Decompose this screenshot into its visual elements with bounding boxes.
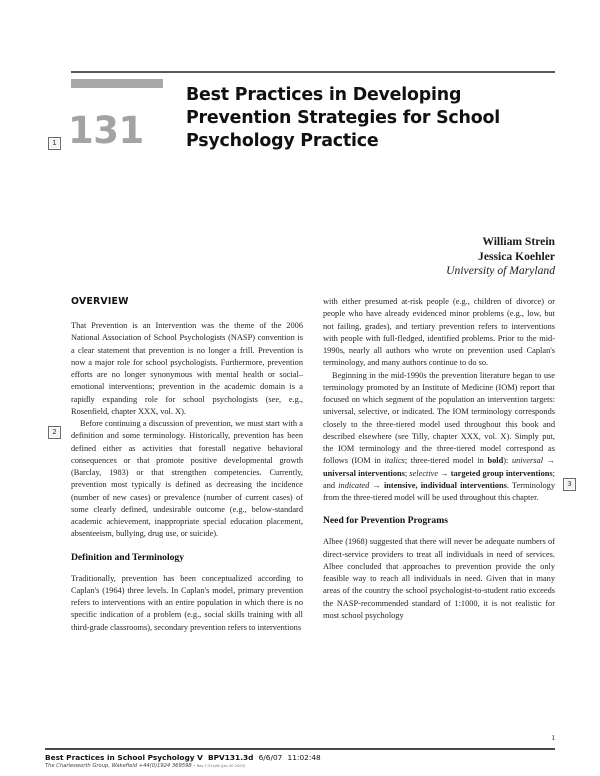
paragraph: That Prevention is an Intervention was the theme of the 2006 National Association of School Psychologists (NASP) convention is a clear statement that prevention is no longer a frill. Prevention is now a major role for school psychologists. Furthermore, prevention efforts are no longer synonymous with mental health or social–emotional interventions; prevention in the academic domain is a rapidly expanding role for school psychologists (see, e.g., Rosenfield, chapter XXX, vol. X). <box>71 321 303 416</box>
text-run: Beginning in the mid-1990s the prevention literature began to use terminology promoted by an Institute of Medicine (IOM) report that focused on which segment of the population an intervention targets: universal, selective, or indicated. The IOM terminology corresponds closely to the three-tiered model used throughout this book and described elsewhere (see Tilly, chapter XXX, vol. X). Simply put, the IOM terminology and the three-tiered model correspond as follows (IOM in <box>323 370 555 466</box>
arrow-icon: → <box>543 456 555 466</box>
text-run: ; three-tiered model in <box>404 456 488 466</box>
text-run-italic: indicated <box>338 480 370 490</box>
text-run: ; <box>404 468 410 478</box>
text-run: . Terminology from the three-tiered model will be used throughout this chapter. <box>323 480 555 502</box>
page-title: Best Practices in Developing Prevention Strategies for School Psychology Practice <box>186 85 500 151</box>
author-block <box>295 235 555 279</box>
footer-rule <box>45 748 555 750</box>
section-heading-definition-and-terminology: Definition and Terminology <box>71 551 185 563</box>
text-run-bold: intensive, individual interventions <box>383 480 507 490</box>
author-name-2: Jessica Koehler <box>478 249 555 263</box>
text-run-bold: targeted group interventions <box>450 468 553 478</box>
section-heading-overview: OVERVIEW <box>71 296 129 307</box>
chapter-number: 131 <box>68 109 144 152</box>
footer-book-title: Best Practices in School Psychology V <box>45 753 203 762</box>
text-run: ): <box>503 456 512 466</box>
author-name-1: William Strein <box>482 235 555 248</box>
arrow-icon: → <box>438 468 451 478</box>
text-run-bold: bold <box>487 456 504 466</box>
margin-annotation-marker-2[interactable]: 2 <box>48 426 61 439</box>
footer-time: 11:02:48 <box>287 753 321 762</box>
margin-annotation-marker-1[interactable]: 1 <box>48 137 61 150</box>
text-run-italic: universal <box>511 456 544 466</box>
text-run-italic: italics <box>384 456 405 466</box>
arrow-icon: → <box>369 480 384 490</box>
footer-typesetter: The Charlesworth Group, Wakefield +44(0)1924 369598 - <box>45 763 196 769</box>
section-heading-need-for-prevention-programs: Need for Prevention Programs <box>323 515 448 527</box>
paragraph: Before continuing a discussion of prevention, we must start with a definition and some terminology. Historically, prevention has been defined either as activities that forestall negative behavioral consequences or that promote positive developmental growth (Barclay, 1983) or that strengthen competencies. Currently, prevention most typically is defined as decreasing the incidence (number of new cases) or prevalence (number of current cases) of some clearly defined, undesirable outcome (e.g., below-standard academic achievement, inappropriate special education placement, absenteeism, bullying, drug use, or suicide). <box>71 419 303 539</box>
paragraph: Traditionally, prevention has been conceptualized according to Caplan's (1964) three levels. In Caplan's model, primary prevention refers to interventions with an entire population in which there is no specific indication of a problem (e.g., social skills training with all third-grade classrooms), secondary prevention refers to interventions <box>71 573 303 632</box>
paragraph: Albee (1968) suggested that there will never be adequate numbers of direct-service providers to treat all individuals in need of services. Albee concluded that approaches to prevention provide the only feasible way to reach all individuals in need. Given that in many areas of the country the school psychologist-to-student ratio exceeds the NASP-recommended standard of 1:1000, it is not realistic for most school psychology <box>323 537 555 620</box>
text-run-bold: universal interventions <box>323 468 405 478</box>
text-run-italic: selective <box>409 468 439 478</box>
header-gray-swatch <box>71 79 163 88</box>
column-left <box>71 296 303 634</box>
header-top-rule <box>71 71 555 73</box>
footer-revision: Rev 7.51n/W (Jan 20 2003) <box>196 764 246 768</box>
paragraph-terminology-mapping <box>323 370 555 505</box>
footer-job-info <box>45 753 321 763</box>
page-number: 1 <box>551 733 555 742</box>
footer-typesetter-info <box>45 763 245 770</box>
column-right <box>323 296 555 622</box>
author-affiliation: University of Maryland <box>446 264 555 278</box>
footer-date: 6/6/07 <box>258 753 283 762</box>
paragraph: with either presumed at-risk people (e.g., children of divorce) or people who have already evidenced minor problems (e.g., low, but not failing, grades), and tertiary prevention refers to interventions with people with full-fledged, identified problems. Prior to the mid-1990s, nearly all authors who wrote on prevention used Caplan's terminology, and many authors continue to do so. <box>323 297 555 368</box>
footer-file-id: BPV131.3d <box>208 753 254 762</box>
margin-annotation-marker-3[interactable]: 3 <box>563 478 576 491</box>
text-run: ; and <box>323 468 555 490</box>
